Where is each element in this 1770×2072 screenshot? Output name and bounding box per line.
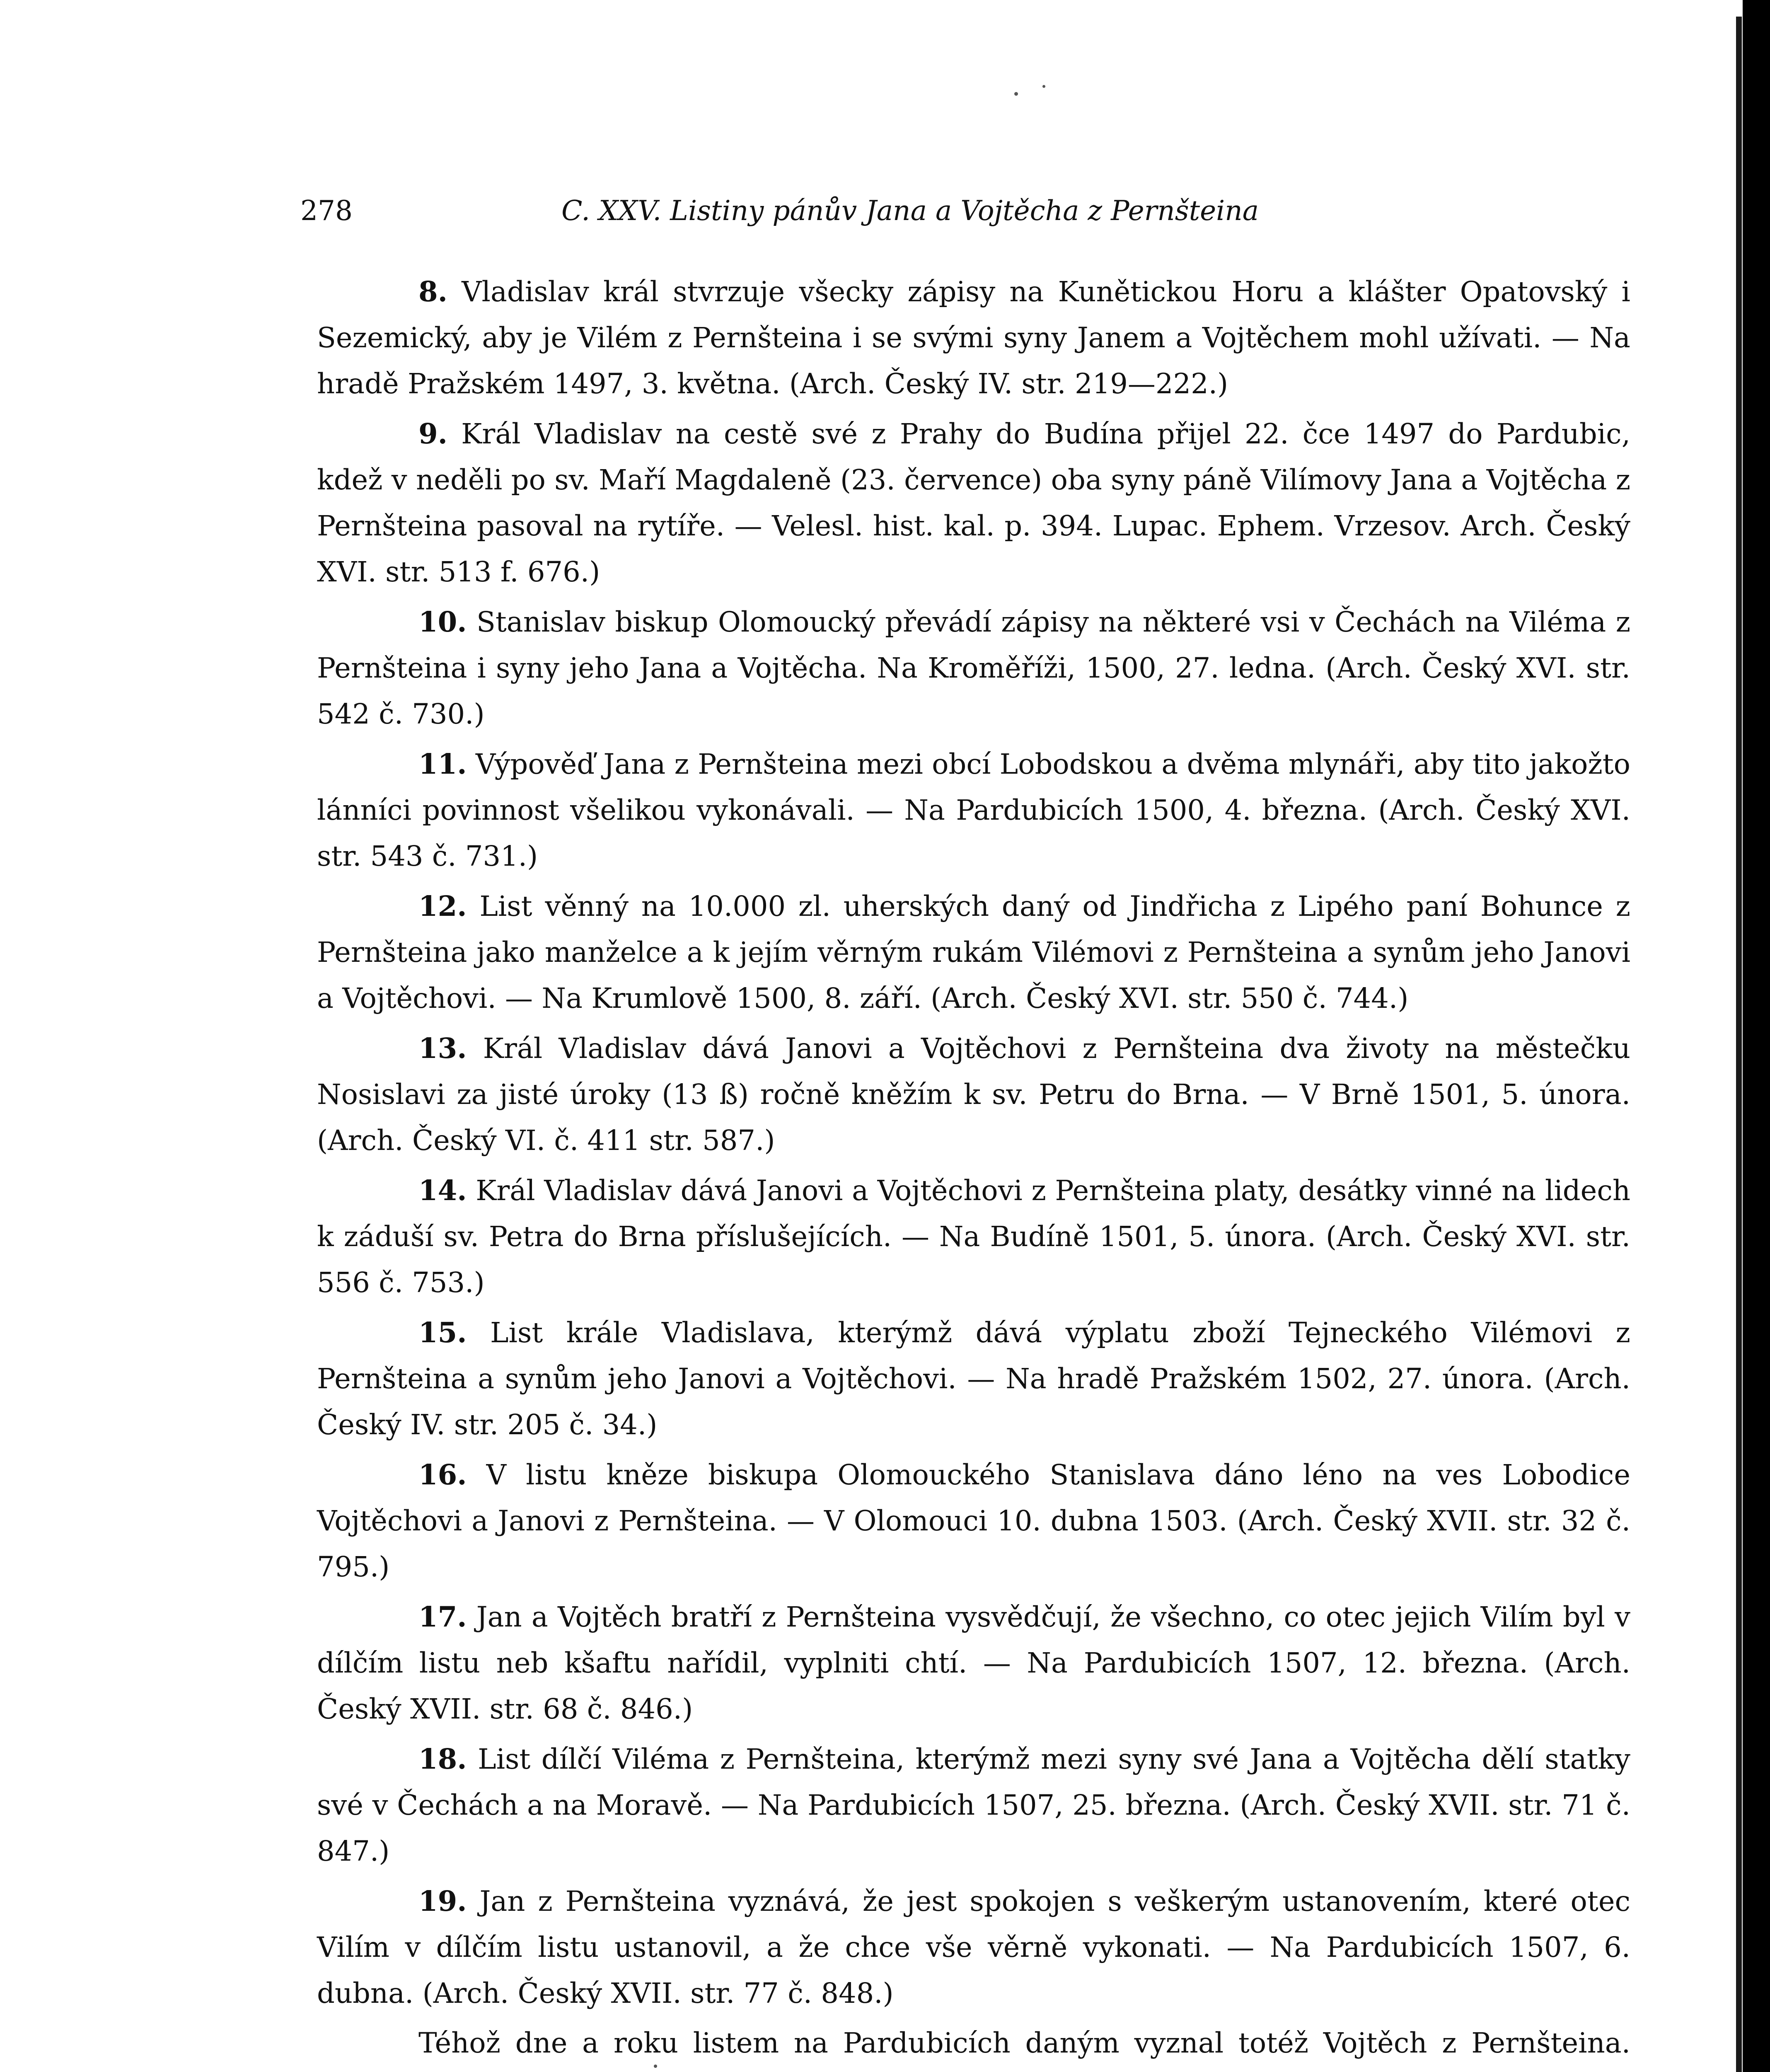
entry-number: 10. [418, 605, 467, 638]
entry-number: 13. [418, 1032, 467, 1065]
entry-number: 17. [418, 1600, 467, 1633]
entry-text: List krále Vladislava, kterýmž dává výplatu zboží Tejneckého Vilémovi z Pernšteina a synům jeho Janovi a Vojtěchovi. — Na hradě Pražském 1502, 27. února. (Arch. Český IV. str. 205 č. 34.) [317, 1317, 1630, 1441]
entry-15 [317, 1310, 1630, 1448]
entry-number: 9. [418, 417, 447, 450]
running-title: C. XXV. Listiny pánův Jana a Vojtěcha z Pernšteina [561, 195, 1259, 227]
entry-text: Výpověď Jana z Pernšteina mezi obcí Lobodskou a dvěma mlynáři, aby tito jakožto lánníci povinnost všelikou vykonávali. — Na Pardubicích 1500, 4. března. (Arch. Český XVI. str. 543 č. 731.) [317, 748, 1630, 872]
entry-number: 15. [418, 1316, 467, 1349]
entry-19-addendum [317, 2020, 1630, 2072]
entry-12 [317, 883, 1630, 1021]
entry-number: 8. [418, 275, 447, 308]
entry-text: Král Vladislav na cestě své z Prahy do Budína přijel 22. čce 1497 do Pardubic, kdež v neděli po sv. Maří Magdaleně (23. července) oba syny páně Vilímovy Jana a Vojtěcha z Pernšteina pasoval na rytíře. — Velesl. hist. kal. p. 394. Lupac. Ephem. Vrzesov. Arch. Český XVI. str. 513 f. 676.) [317, 418, 1630, 588]
document-body [317, 269, 1630, 2072]
scan-speck [1042, 85, 1045, 88]
entry-number: 18. [418, 1743, 467, 1775]
entry-text: Jan z Pernšteina vyznává, že jest spokojen s veškerým ustanovením, které otec Vilím v dílčím listu ustanovil, a že chce vše věrně vykonati. — Na Pardubicích 1507, 6. dubna. (Arch. Český XVII. str. 77 č. 848.) [317, 1885, 1630, 2009]
entry-text: Král Vladislav dává Janovi a Vojtěchovi z Pernšteina platy, desátky vinné na lidech k záduší sv. Petra do Brna příslušejících. — Na Budíně 1501, 5. února. (Arch. Český XVI. str. 556 č. 753.) [317, 1174, 1630, 1299]
entry-number: 12. [418, 890, 467, 922]
entry-16 [317, 1452, 1630, 1590]
entry-18 [317, 1736, 1630, 1874]
entry-9 [317, 411, 1630, 595]
entry-number: 11. [418, 748, 467, 780]
entry-number: 16. [418, 1458, 467, 1491]
entry-text: V listu kněze biskupa Olomouckého Stanislava dáno léno na ves Lobodice Vojtěchovi a Janovi z Pernšteina. — V Olomouci 10. dubna 1503. (Arch. Český XVII. str. 32 č. 795.) [317, 1459, 1630, 1583]
entry-text: Jan a Vojtěch bratří z Pernšteina vysvědčují, že všechno, co otec jejich Vilím byl v dílčím listu neb kšaftu nařídil, vyplniti chtí. — Na Pardubicích 1507, 12. března. (Arch. Český XVII. str. 68 č. 846.) [317, 1601, 1630, 1725]
page-edge-border [1736, 17, 1742, 2072]
entry-13 [317, 1025, 1630, 1164]
entry-number: 19. [418, 1885, 467, 1917]
page-number: 278 [300, 195, 353, 227]
entry-17 [317, 1594, 1630, 1732]
entry-number: 14. [418, 1174, 467, 1207]
entry-14 [317, 1167, 1630, 1306]
entry-19 [317, 1878, 1630, 2016]
entry-text: Vladislav král stvrzuje všecky zápisy na Kunětickou Horu a klášter Opatovský i Sezemický, aby je Vilém z Pernšteina i se svými syny Janem a Vojtěchem mohl užívati. — Na hradě Pražském 1497, 3. května. (Arch. Český IV. str. 219—222.) [317, 276, 1630, 400]
entry-text: Téhož dne a roku listem na Pardubicích daným vyznal totéž Vojtěch z Pernšteina. [418, 2027, 1630, 2059]
entry-text: List věnný na 10.000 zl. uherských daný od Jindřicha z Lipého paní Bohunce z Pernšteina jako manželce a k jejím věrným rukám Vilémovi z Pernšteina a synům jeho Janovi a Vojtěchovi. — Na Krumlově 1500, 8. září. (Arch. Český XVI. str. 550 č. 744.) [317, 890, 1630, 1014]
scan-speck [1014, 92, 1018, 96]
entry-10 [317, 599, 1630, 737]
entry-text: Stanislav biskup Olomoucký převádí zápisy na některé vsi v Čechách na Viléma z Pernšteina i syny jeho Jana a Vojtěcha. Na Kroměříži, 1500, 27. ledna. (Arch. Český XVI. str. 542 č. 730.) [317, 606, 1630, 730]
entry-11 [317, 741, 1630, 879]
entry-text: Král Vladislav dává Janovi a Vojtěchovi z Pernšteina dva životy na městečku Nosislavi za jisté úroky (13 ß) ročně kněžím k sv. Petru do Brna. — V Brně 1501, 5. února. (Arch. Český VI. č. 411 str. 587.) [317, 1032, 1630, 1157]
entry-8 [317, 269, 1630, 407]
entry-text: List dílčí Viléma z Pernšteina, kterýmž mezi syny své Jana a Vojtěcha dělí statky své v Čechách a na Moravě. — Na Pardubicích 1507, 25. března. (Arch. Český XVII. str. 71 č. 847.) [317, 1743, 1630, 1867]
